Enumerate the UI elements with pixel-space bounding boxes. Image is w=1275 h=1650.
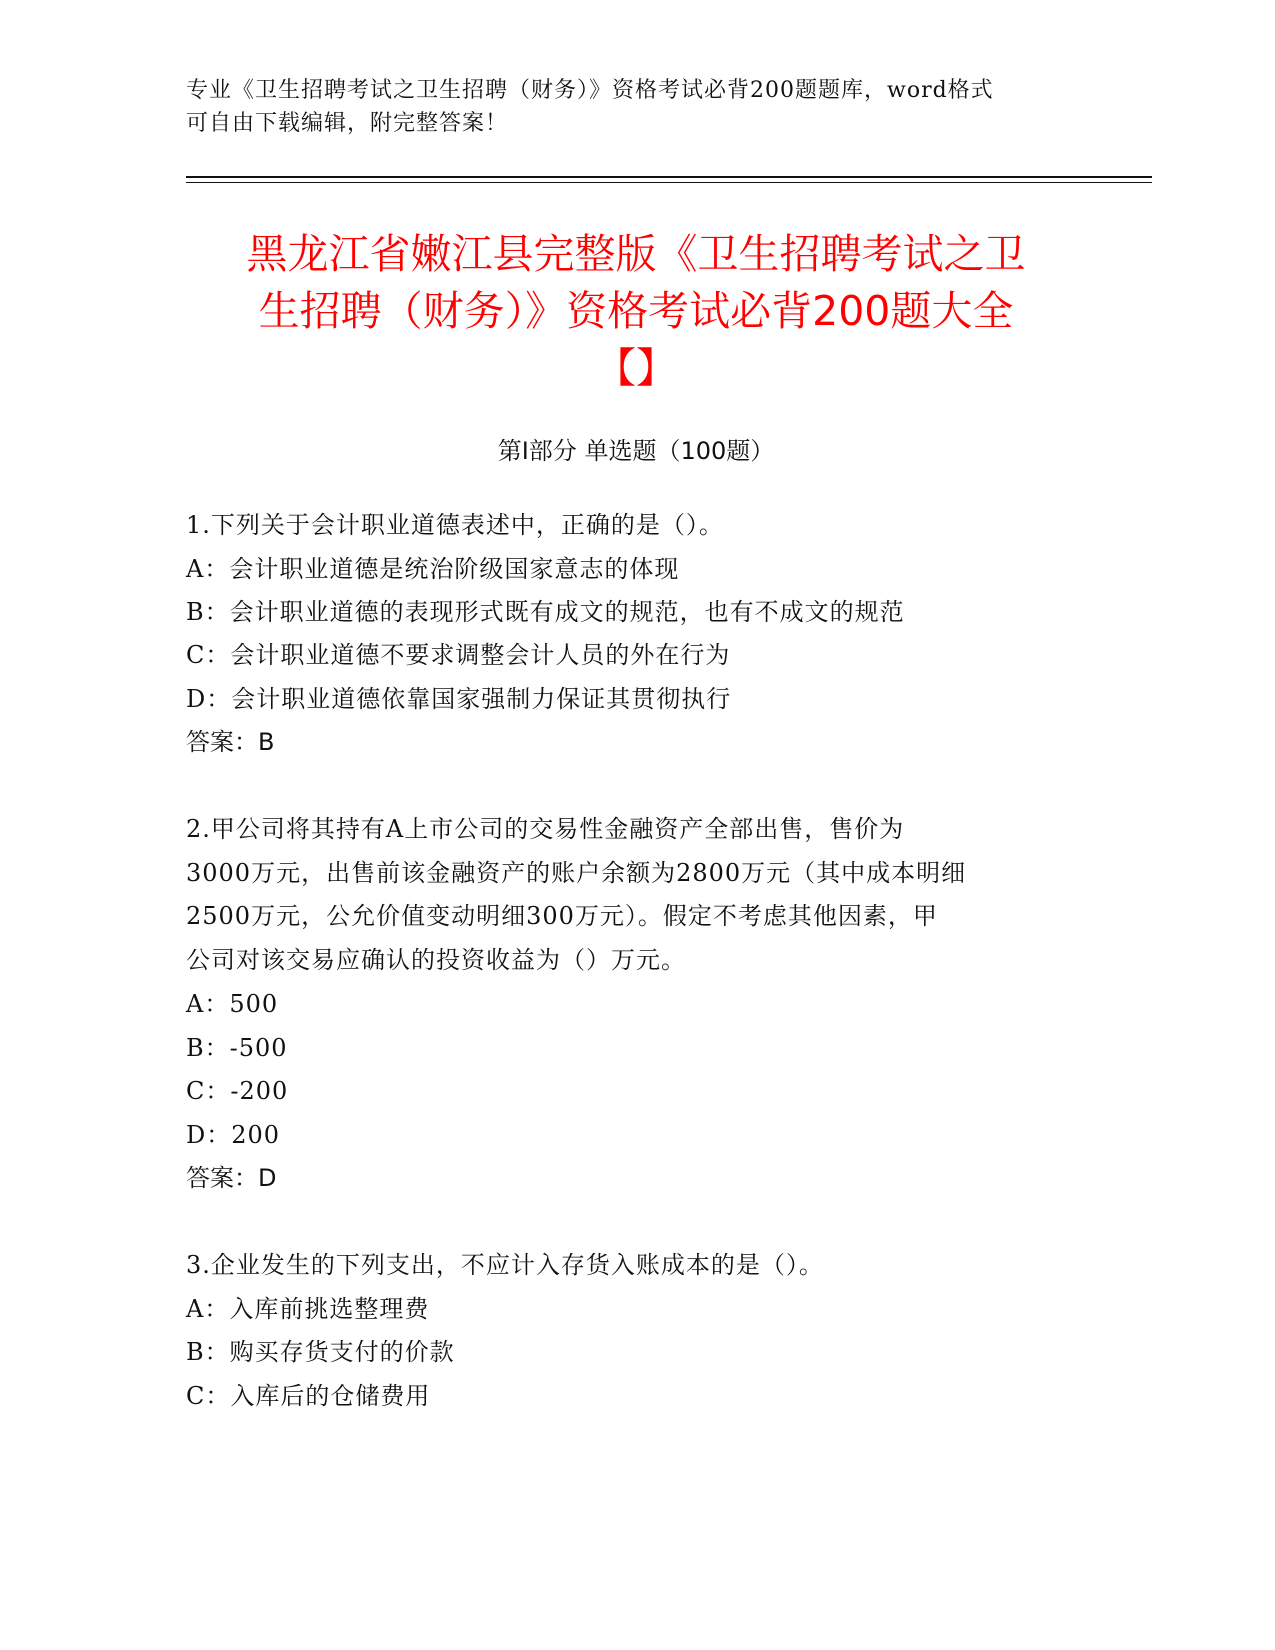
question-stem: 2.甲公司将其持有A上市公司的交易性金融资产全部出售，售价为 xyxy=(186,815,905,843)
title-line: 【】 xyxy=(595,344,677,392)
header-note-line: 可自由下载编辑，附完整答案！ xyxy=(186,111,509,136)
title-line: 生招聘（财务）》资格考试必背200题大全 xyxy=(258,287,1014,335)
option-a: A：入库前挑选整理费 xyxy=(186,1295,430,1323)
question-stem: 1.下列关于会计职业道德表述中，正确的是（）。 xyxy=(186,511,724,539)
answer: 答案：D xyxy=(186,1164,277,1192)
title-line: 黑龙江省嫩江县完整版《卫生招聘考试之卫 xyxy=(246,230,1026,278)
header-divider-thin xyxy=(186,182,1152,183)
option-b: B：会计职业道德的表现形式既有成文的规范，也有不成文的规范 xyxy=(186,598,905,626)
question-stem: 2500万元，公允价值变动明细300万元）。假定不考虑其他因素，甲 xyxy=(186,902,938,930)
question-stem: 3000万元，出售前该金融资产的账户余额为2800万元（其中成本明细 xyxy=(186,859,967,887)
document-title xyxy=(186,226,1086,397)
option-b: B：-500 xyxy=(186,1034,288,1062)
option-c: C：-200 xyxy=(186,1077,289,1105)
header-divider xyxy=(186,176,1152,178)
option-c: C：会计职业道德不要求调整会计人员的外在行为 xyxy=(186,641,731,669)
question-stem: 3.企业发生的下列支出，不应计入存货入账成本的是（）。 xyxy=(186,1251,824,1279)
header-note xyxy=(186,74,1086,140)
option-b: B：购买存货支付的价款 xyxy=(186,1338,455,1366)
answer: 答案：B xyxy=(186,728,275,756)
header-note-line: 专业《卫生招聘考试之卫生招聘（财务）》资格考试必背200题题库，word格式 xyxy=(186,78,994,103)
section-heading: 第I部分 单选题（100题） xyxy=(497,437,775,465)
option-c: C：入库后的仓储费用 xyxy=(186,1382,431,1410)
option-d: D：会计职业道德依靠国家强制力保证其贯彻执行 xyxy=(186,685,732,713)
option-a: A：会计职业道德是统治阶级国家意志的体现 xyxy=(186,555,680,583)
option-d: D：200 xyxy=(186,1121,281,1149)
question-stem: 公司对该交易应确认的投资收益为（）万元。 xyxy=(186,946,686,974)
option-a: A：500 xyxy=(186,990,279,1018)
